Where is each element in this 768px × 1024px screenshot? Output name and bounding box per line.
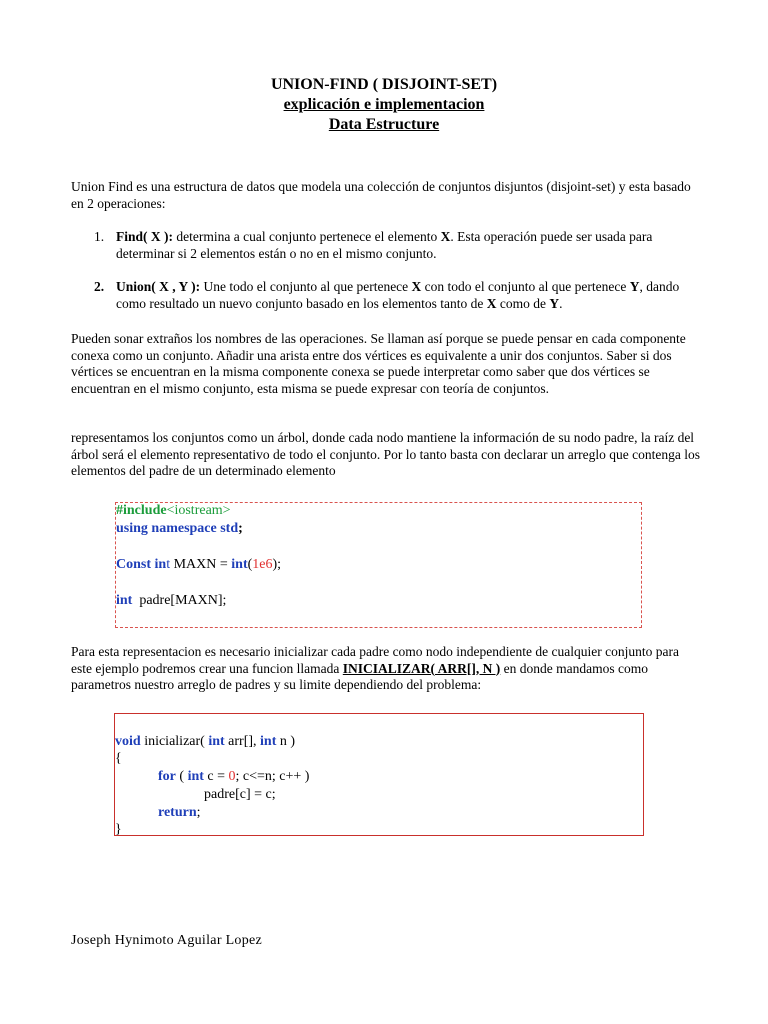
- operations-paragraph: Pueden sonar extraños los nombres de las operaciones. Se llaman así porque se puede pensar en cada componente conexa como un conjunto. Añadir una arista entre dos vértices es equivalente a unir dos conjuntos. Saber si dos vértices se encuentran en la misma componente conexa se puede interpretar como saber que dos vértices se encuentran en el mismo conjunto, esta misma se puede expresar con teoría de conjuntos.: [71, 331, 686, 396]
- op-text: determina a cual conjunto pertenece el elemento: [173, 229, 441, 244]
- code-token: arr[],: [224, 734, 261, 749]
- code-token: int: [260, 734, 277, 749]
- op-text: con todo el conjunto al que pertenece: [421, 279, 630, 294]
- code-token: <iostream>: [166, 503, 231, 518]
- code-token: int: [187, 769, 204, 784]
- code-token: inicializar(: [140, 734, 209, 749]
- op-text: como de: [496, 295, 550, 311]
- code-token: in: [154, 557, 167, 572]
- code-line-signature: [115, 733, 295, 751]
- author-name: Joseph Hynimoto Aguilar Lopez: [71, 933, 263, 948]
- code-line-body: padre[c] = c;: [204, 787, 276, 802]
- code-token: int: [116, 593, 133, 608]
- code-token: void: [115, 734, 141, 749]
- document-title: [0, 75, 768, 135]
- op-name: Union( X , Y ):: [116, 279, 201, 294]
- list-number: 1.: [94, 229, 105, 244]
- code-token: t: [166, 557, 171, 572]
- code-token: ; c<=n; c++ ): [235, 769, 310, 784]
- op-name: Find( X ):: [116, 229, 173, 244]
- op-text: . Esta operación puede ser usada para determinar si 2 elementos están o no en el mismo conjunto.: [116, 229, 653, 261]
- code-token: using namespace std: [116, 521, 239, 536]
- op-text: , dando como resultado un nuevo conjunto basado en los elementos tanto de: [116, 279, 680, 311]
- code-token: #include: [116, 503, 167, 518]
- code-token: );: [272, 557, 282, 572]
- code-line-brace-close: }: [115, 822, 122, 837]
- code-token: n ): [276, 734, 296, 749]
- op-var: X: [486, 295, 497, 311]
- op-var: Y: [629, 279, 640, 294]
- op-var: X: [440, 229, 451, 244]
- code-token: MAXN =: [170, 557, 232, 572]
- code-token: padre[MAXN];: [132, 593, 227, 608]
- list-item-body: [116, 229, 696, 262]
- op-var: Y: [549, 295, 560, 311]
- title-line-3: Data Estructure: [328, 116, 440, 133]
- list-number: 2.: [94, 279, 105, 294]
- title-line-2: explicación e implementacion: [283, 96, 485, 113]
- code-token: (: [247, 557, 253, 572]
- code-token: ;: [238, 521, 243, 536]
- para-text: en donde mandamos como parametros nuestro arreglo de padres y su limite dependiendo del problema:: [71, 660, 649, 692]
- code-token: for: [158, 769, 176, 784]
- code-token: c =: [203, 769, 229, 784]
- code-token: int: [208, 734, 225, 749]
- code-line-brace-open: {: [115, 751, 122, 766]
- list-item-body: [116, 279, 696, 312]
- code-token: 0: [228, 769, 236, 784]
- code-line-for: [158, 768, 309, 786]
- code-line-array: [116, 592, 226, 610]
- code-line-const: [116, 556, 281, 574]
- code-token: (: [175, 769, 188, 784]
- init-paragraph: [71, 644, 701, 694]
- function-name: INICIALIZAR( ARR[], N ): [342, 660, 501, 676]
- code-token: 1e6: [252, 557, 273, 572]
- para-text: Para esta representacion es necesario inicializar cada padre como nodo independiente de cualquier conjunto para este ejemplo podremos crear una funcion llamada: [71, 644, 679, 676]
- tree-paragraph: representamos los conjuntos como un árbol, donde cada nodo mantiene la información de su nodo padre, la raíz del árbol será el elemento representativo de todo el conjunto. Por lo tanto basta con declarar un arreglo que contenga los elementos del padre de un determinado elemento: [71, 430, 701, 478]
- code-token: return: [158, 805, 197, 820]
- code-line-return: [158, 804, 201, 822]
- code-token: int: [231, 557, 248, 572]
- op-var: X: [411, 279, 422, 294]
- code-token: Const: [116, 557, 152, 572]
- op-text: .: [559, 295, 563, 311]
- op-text: Une todo el conjunto al que pertenece: [200, 279, 412, 294]
- code-token: ;: [196, 805, 201, 820]
- title-line-1: UNION-FIND ( DISJOINT-SET): [270, 76, 498, 93]
- code-line-include: [116, 502, 231, 520]
- intro-paragraph: Union Find es una estructura de datos que modela una colección de conjuntos disjuntos (disjoint-set) y esta basado en 2 operaciones:: [71, 179, 691, 211]
- code-line-using: [116, 520, 243, 538]
